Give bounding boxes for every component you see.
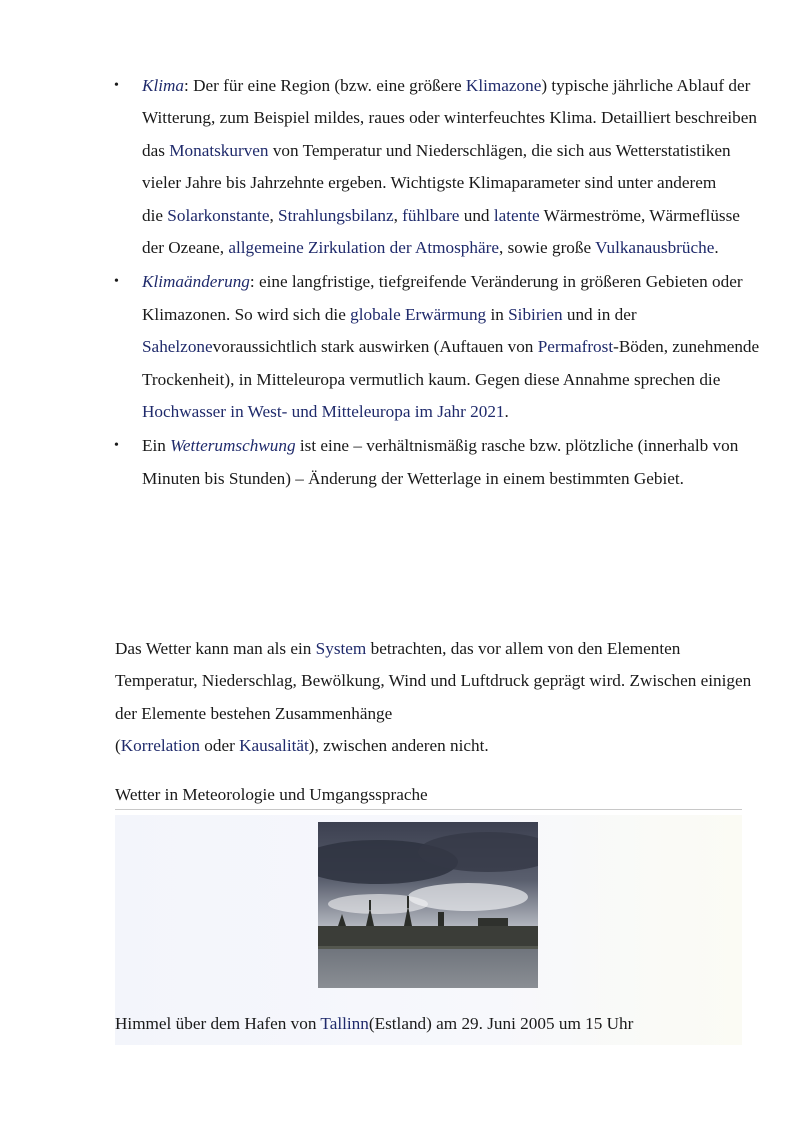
text-run: Himmel über dem Hafen von: [115, 1014, 321, 1033]
bullet-item-klima: [0, 70, 800, 264]
text-run: Wärmeströme, Wärmeflüsse der Ozeane,: [142, 205, 740, 258]
bullet-text: [142, 436, 738, 487]
text-run: ist eine – verhältnismäßig rasche bzw. plötzliche (innerhalb von Minuten bis Stunden) – Änderung der Wetterlage in einem bestimmten Gebiet.: [142, 436, 739, 488]
text-run: (Estland) am 29. Juni 2005 um 15 Uhr: [368, 1014, 634, 1033]
wiki-link[interactable]: Sahelzone: [142, 337, 213, 357]
tallinn-harbor-photo[interactable]: [318, 822, 538, 988]
wiki-link[interactable]: Klimazone: [465, 76, 542, 95]
wiki-link[interactable]: Permafrost: [537, 337, 614, 357]
wiki-link[interactable]: Monatskurven: [169, 140, 269, 160]
text-run: (: [115, 736, 121, 756]
text-run: ) typische jährliche Ablauf der Witterung, zum Beispiel mildes, raues oder winterfeuchtes Klima. Detailliert beschreiben das: [142, 76, 757, 160]
text-run: und in der: [562, 304, 637, 324]
wiki-link[interactable]: Hochwasser in West- und Mitteleuropa im Jahr 2021: [142, 402, 505, 422]
wiki-link[interactable]: Korrelation: [120, 736, 200, 756]
text-run: .: [504, 402, 509, 422]
body-paragraph: [115, 633, 765, 763]
text-run: und: [459, 205, 494, 225]
wiki-link[interactable]: Solarkonstante: [167, 205, 270, 225]
wiki-link[interactable]: Tallinn: [320, 1014, 369, 1033]
text-run: von Temperatur und Niederschlägen, die sich aus Wetterstatistiken vieler Jahre bis Jahrzehnte ergeben. Wichtigste Klimaparameter sind unter anderem: [142, 140, 731, 193]
text-run: ), zwischen anderen nicht.: [308, 736, 489, 756]
bullet-text: [142, 76, 757, 257]
bullet-item-klimaaenderung: [0, 266, 800, 428]
term-link[interactable]: Klimaänderung: [142, 272, 250, 292]
text-run: oder: [199, 736, 240, 756]
text-run: Das Wetter kann man als ein: [115, 639, 316, 658]
wiki-link[interactable]: Vulkanausbrüche: [595, 238, 715, 258]
wiki-link[interactable]: System: [315, 639, 367, 658]
photo-image: [318, 822, 538, 988]
term-link[interactable]: Wetterumschwung: [170, 436, 296, 456]
text-run: , sowie große: [498, 238, 596, 258]
text-run: Ein: [142, 436, 171, 456]
bullet-list: [0, 70, 800, 497]
bullet-item-wetterumschwung: [0, 430, 800, 495]
section-heading: Wetter in Meteorologie und Umgangssprache: [115, 781, 742, 810]
text-run: ,: [393, 205, 403, 225]
wiki-link[interactable]: fühlbare: [402, 205, 460, 225]
bullet-marker: •: [114, 274, 119, 290]
text-run: : eine langfristige, tiefgreifende Veränderung in größeren Gebieten oder Klimazonen. So wird sich die: [142, 272, 743, 324]
text-run: -Böden, zunehmende Trockenheit), in Mitteleuropa vermutlich kaum. Gegen diese Annahme sprechen die: [142, 337, 760, 389]
wiki-link[interactable]: Strahlungsbilanz: [278, 205, 394, 225]
text-run: in: [486, 304, 509, 324]
wiki-link[interactable]: globale Erwärmung: [350, 304, 487, 324]
bullet-text: [142, 272, 759, 421]
figure-caption: [115, 1008, 633, 1040]
bullet-marker: •: [114, 78, 119, 93]
text-run: .: [714, 238, 719, 258]
bullet-marker: •: [114, 438, 119, 454]
text-run: : Der für eine Region (bzw. eine größere: [184, 76, 466, 95]
text-run: die: [142, 205, 168, 225]
text-run: ,: [269, 205, 279, 225]
term-link[interactable]: Klima: [142, 76, 185, 95]
wiki-link[interactable]: allgemeine Zirkulation der Atmosphäre: [228, 238, 499, 258]
text-run: betrachten, das vor allem von den Elementen Temperatur, Niederschlag, Bewölkung, Wind und Luftdruck geprägt wird. Zwischen einigen der Elemente bestehen Zusammenhänge: [115, 639, 752, 723]
wiki-link[interactable]: latente: [493, 205, 540, 225]
text-run: voraussichtlich stark auswirken (Auftauen von: [212, 337, 538, 357]
wiki-link[interactable]: Kausalität: [239, 736, 309, 756]
wiki-link[interactable]: Sibirien: [508, 304, 563, 324]
